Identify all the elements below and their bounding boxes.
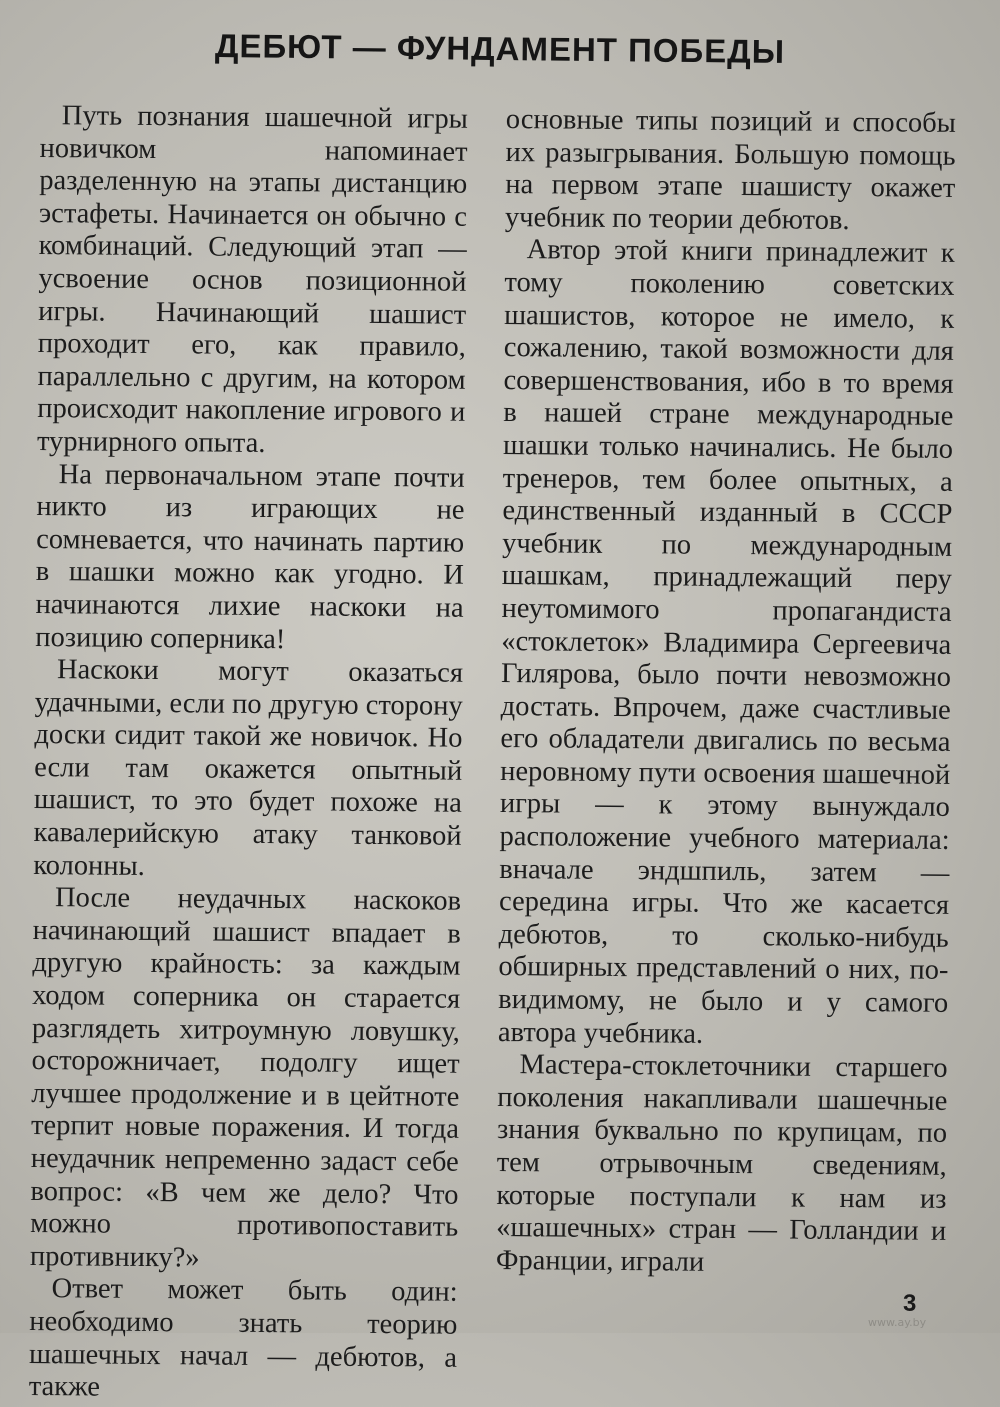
paragraph: Путь познания шашечной игры новичком напоминает разделенную на этапы дистанцию эстафеты. Начинается он обычно с комбинаций. Следующий этап — усвоение основ позиционной игры. Начинающий шашист проходит его, как правило, параллельно с другим, на котором происходит накопление игрового и турнирного опыта. <box>36 100 468 459</box>
left-column <box>29 100 468 1407</box>
paragraph: После неудачных наскоков начинающий шашист впадает в другую крайность: за каждым ходом соперника он старается разглядеть хитроумную ловушку, осторожничает, подолгу ищет лучшее продолжение и в цейтноте терпит новые поражения. И тогда неудачник непременно задаст себе вопрос: «В чем же дело? Что можно противопоставить противнику?» <box>29 882 462 1274</box>
page-title: ДЕБЮТ — ФУНДАМЕНТ ПОБЕДЫ <box>214 27 786 70</box>
paragraph: На первоначальном этапе почти никто из играющих не сомневается, что начинать партию в шашки можно как угодно. И начинаются лихие наскоки на позицию соперника! <box>35 458 465 655</box>
paragraph-continued: основные типы позиций и способы их разыгрывания. Большую помощь на первом этапе шашисту окажет учебник по теории дебютов. <box>504 104 956 236</box>
watermark: www.ay.by <box>868 1316 927 1329</box>
paragraph: Ответ может быть один: необходимо знать теорию шашечных начал — дебютов, а также <box>28 1273 458 1403</box>
paragraph: Автор этой книги принадлежит к тому поколению советских шашистов, которое не имело, к сожалению, такой возможности для совершенствования, ибо в то время в нашей стране международные шашки только начинались. Не было тренеров, тем более опытных, а единственный изданный в СССР учебник по международным шашкам, принадлежащий перу неутомимого пропагандиста «стоклеток» Владимира Сергеевича Гилярова, было почти невозможно достать. Впрочем, даже счастливые его обладатели двигались по весьма неровному пути освоения шашечной игры — к этому вынуждало расположение учебного материала: вначале эндшпиль, затем — середина игры. Что же касается дебютов, то сколько-нибудь обширных представлений о них, по-видимому, не было и у самого автора учебника. <box>497 234 955 1050</box>
page-number: 3 <box>903 1290 917 1317</box>
paragraph: Наскоки могут оказаться удачными, если по другую сторону доски сидит такой же новичок. Но если там окажется опытный шашист, то это будет похоже на кавалерийскую атаку танковой колонны. <box>33 654 464 882</box>
right-column <box>496 104 956 1281</box>
paragraph: Мастера-стоклеточники старшего поколения накапливали шашечные знания буквально по крупицам, по тем отрывочным сведениям, которые поступали к нам из «шашечных» стран — Голландии и Франции, играли <box>495 1049 948 1278</box>
